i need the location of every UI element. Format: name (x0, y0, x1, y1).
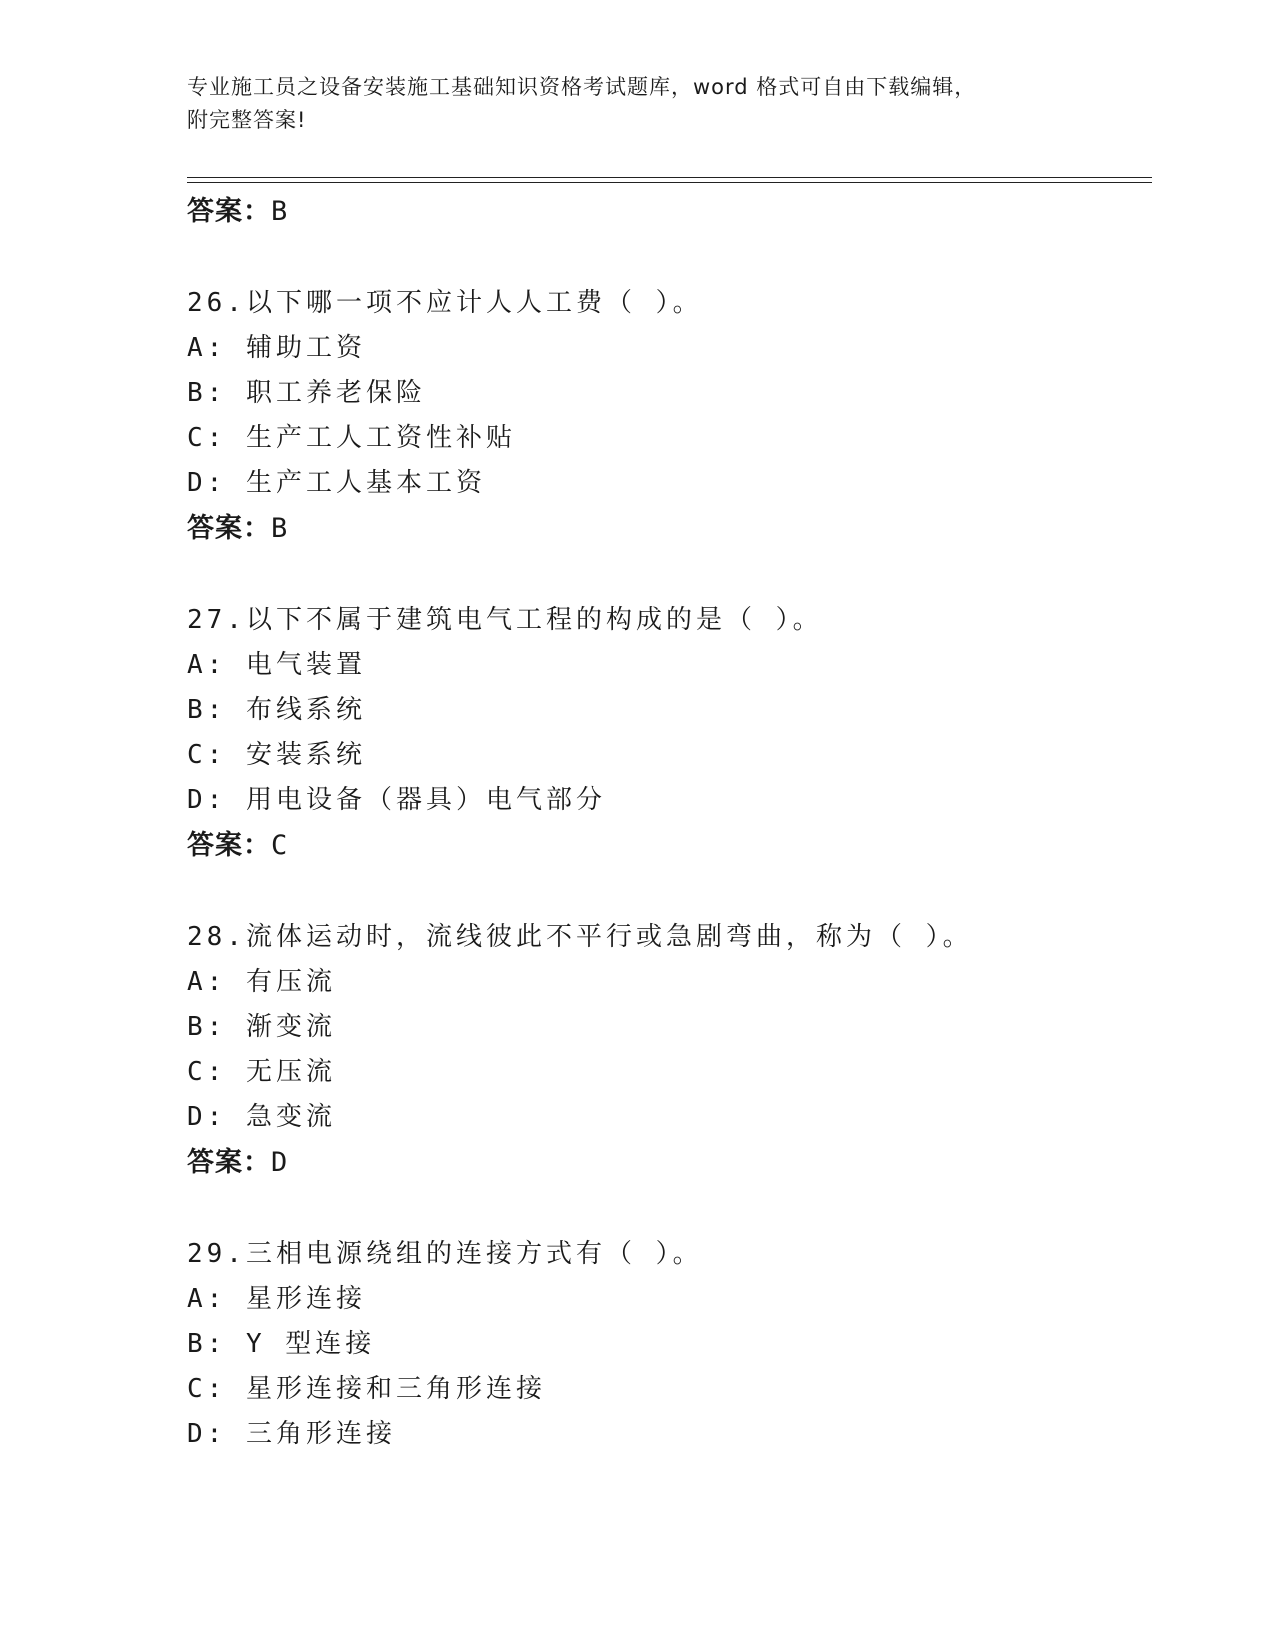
page-header (187, 71, 1087, 137)
question-27 (187, 597, 1147, 869)
option-c: C: 无压流 (187, 1057, 336, 1087)
header-divider-bottom (187, 182, 1152, 183)
spacer (187, 869, 1147, 914)
answer-line (187, 506, 1147, 552)
answer-value: B (271, 513, 289, 544)
option-b: B: 布线系统 (187, 695, 366, 725)
spacer (187, 235, 1147, 280)
answer-value: D (271, 1147, 289, 1178)
question-stem: 28.流体运动时，流线彼此不平行或急剧弯曲，称为（ ）。 (187, 922, 973, 952)
option-a: A: 星形连接 (187, 1284, 366, 1314)
question-29 (187, 1231, 1147, 1457)
option-a: A: 辅助工资 (187, 333, 366, 363)
answer-line (187, 823, 1147, 869)
question-stem: 27.以下不属于建筑电气工程的构成的是（ ）。 (187, 605, 823, 635)
header-title-line-1: 专业施工员之设备安装施工基础知识资格考试题库，word 格式可自由下载编辑， (187, 75, 977, 99)
option-d: D: 急变流 (187, 1102, 336, 1132)
question-list (187, 189, 1147, 1457)
answer-label: 答案： (187, 830, 271, 861)
option-c: C: 安装系统 (187, 740, 366, 770)
option-b: B: 渐变流 (187, 1012, 336, 1042)
spacer (187, 1186, 1147, 1231)
header-divider-top (187, 177, 1152, 178)
header-title-line-2: 附完整答案! (187, 108, 307, 132)
option-c: C: 星形连接和三角形连接 (187, 1374, 546, 1404)
option-d: D: 生产工人基本工资 (187, 468, 486, 498)
option-a: A: 有压流 (187, 967, 336, 997)
question-stem: 26.以下哪一项不应计人人工费（ ）。 (187, 288, 703, 318)
option-d: D: 用电设备（器具）电气部分 (187, 785, 606, 815)
answer-value: C (271, 830, 289, 861)
answer-label: 答案： (187, 513, 271, 544)
option-a: A: 电气装置 (187, 650, 366, 680)
option-d: D: 三角形连接 (187, 1419, 396, 1449)
question-26 (187, 280, 1147, 552)
answer-value: B (271, 196, 289, 227)
spacer (187, 552, 1147, 597)
answer-label: 答案： (187, 196, 271, 227)
question-28 (187, 914, 1147, 1186)
question-stem: 29.三相电源绕组的连接方式有（ ）。 (187, 1239, 703, 1269)
option-b: B: Y 型连接 (187, 1329, 376, 1359)
option-c: C: 生产工人工资性补贴 (187, 423, 516, 453)
answer-line (187, 189, 1147, 235)
answer-label: 答案： (187, 1147, 271, 1178)
answer-line (187, 1140, 1147, 1186)
option-b: B: 职工养老保险 (187, 378, 426, 408)
